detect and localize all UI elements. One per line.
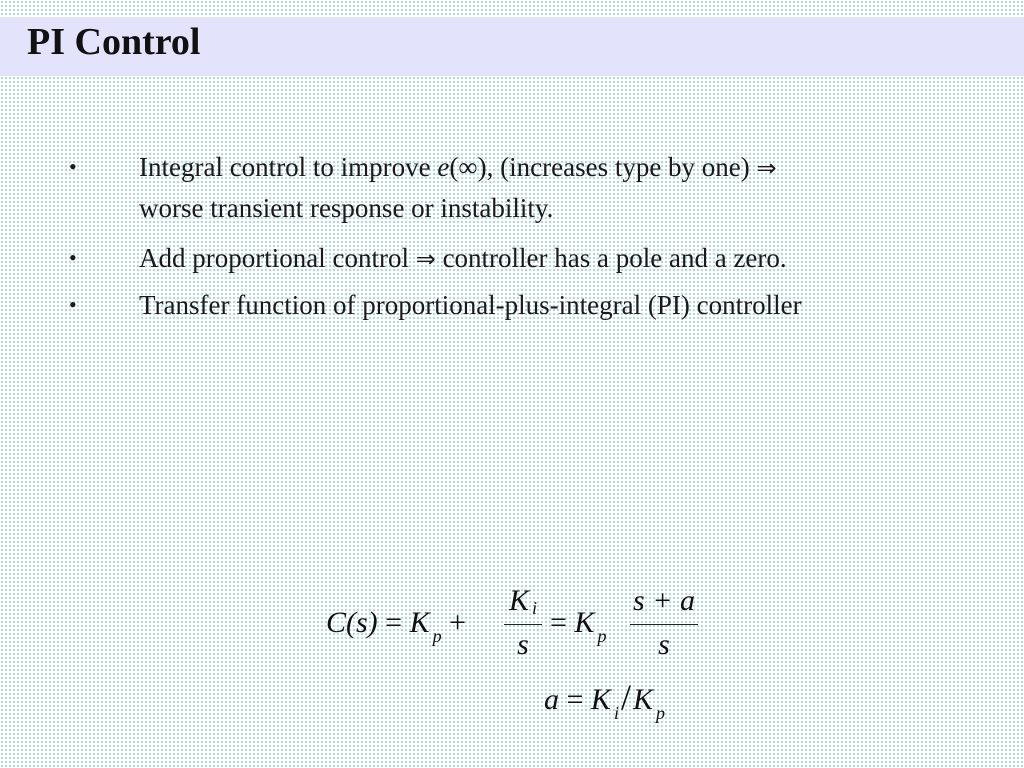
kp-subscript: p	[655, 703, 665, 723]
equation-lhs: C(s)	[326, 606, 378, 639]
kp-symbol: K	[409, 606, 430, 639]
kp-symbol: K	[632, 683, 653, 716]
ki-subscript: i	[613, 703, 619, 723]
kp-symbol: K	[574, 606, 595, 639]
equation-line-2	[544, 676, 665, 723]
fraction-denominator: s	[658, 628, 670, 661]
fraction-bar	[504, 624, 542, 625]
a-symbol: a	[544, 683, 559, 716]
ki-subscript: i	[532, 598, 538, 618]
plus-sign: +	[449, 606, 467, 639]
bullet-marker: •	[69, 154, 77, 179]
equation-line-1	[326, 606, 467, 646]
kp-subscript: p	[432, 626, 442, 646]
fraction-numerator	[504, 584, 542, 618]
bullet-marker: •	[69, 245, 77, 270]
bullet-marker: •	[69, 292, 77, 317]
implies-arrow-icon: ⇒	[415, 245, 436, 273]
bullet-text-prefix: Add proportional control	[139, 243, 416, 273]
ki-symbol: K	[590, 683, 611, 716]
ki-symbol: K	[508, 584, 529, 617]
bullet-text-suffix: controller has a pole and a zero.	[435, 243, 787, 273]
fraction-bar	[630, 624, 698, 625]
slide-title: PI Control	[27, 21, 201, 63]
bullet-text-continuation: worse transient response or instability.	[139, 193, 554, 223]
equals-sign: =	[385, 606, 403, 639]
bullet-text	[139, 238, 979, 279]
kp-subscript: p	[597, 626, 607, 646]
fraction-denominator: s	[517, 628, 529, 661]
implies-arrow-icon: ⇒	[756, 154, 777, 182]
error-symbol: e	[437, 152, 450, 182]
bullet-text-prefix: Integral control to improve	[139, 152, 438, 182]
division-slash: /	[620, 677, 631, 717]
error-argument: (∞)	[449, 152, 487, 182]
s-plus-a-over-s-fraction	[630, 584, 698, 664]
equation-line-1-rhs	[550, 606, 607, 646]
equals-sign: =	[566, 683, 584, 716]
bullet-text: Transfer function of proportional-plus-integral (PI) controller	[139, 290, 802, 320]
bullet-text	[139, 147, 979, 228]
fraction-numerator: s + a	[633, 584, 695, 617]
ki-over-s-fraction	[504, 584, 542, 664]
equals-sign: =	[550, 606, 567, 639]
bullet-text-suffix: , (increases type by one)	[486, 152, 757, 182]
